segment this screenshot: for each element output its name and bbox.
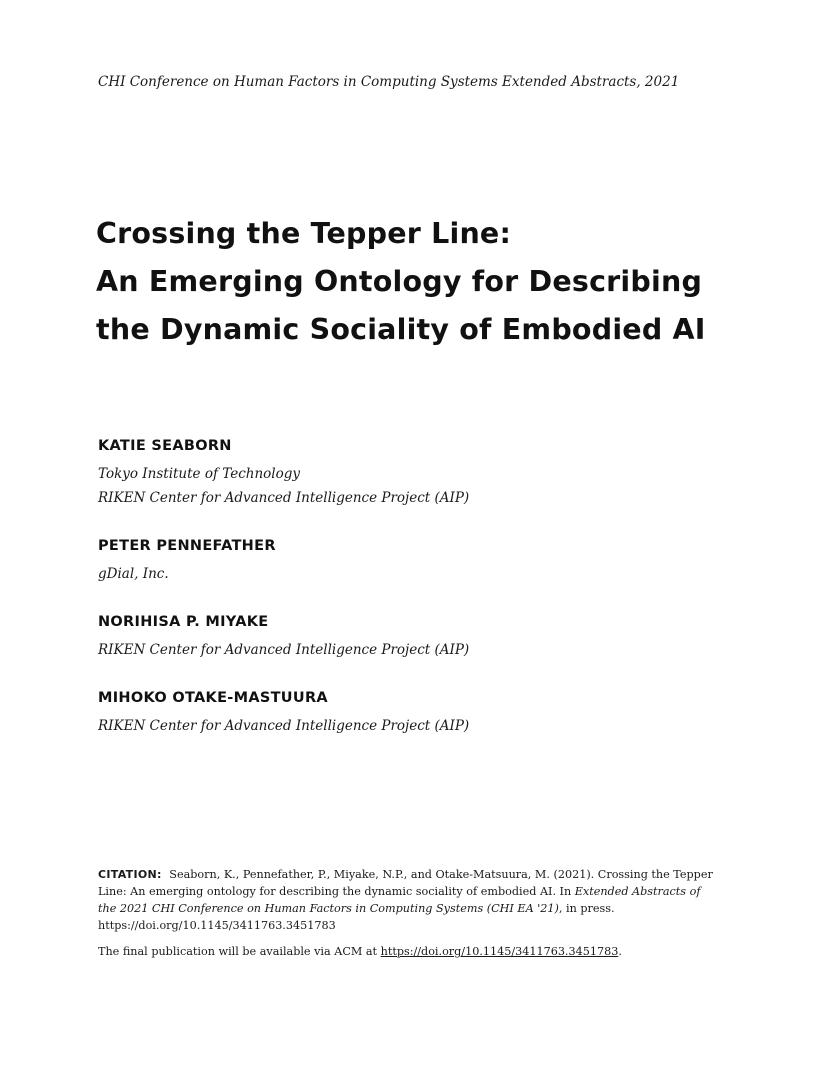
author-block-miyake [98, 612, 748, 662]
author-affiliation: RIKEN Center for Advanced Intelligence Project (AIP) [98, 490, 470, 506]
author-block-otake [98, 688, 748, 738]
author-affiliation: RIKEN Center for Advanced Intelligence Project (AIP) [98, 718, 470, 734]
final-publication-note [98, 943, 738, 960]
author-name: PETER PENNEFATHER [98, 538, 276, 554]
author-name: KATIE SEABORN [98, 438, 232, 454]
doi-link[interactable]: https://doi.org/10.1145/3411763.3451783 [380, 945, 619, 958]
title-line-2: An Emerging Ontology for Describing [96, 265, 703, 298]
author-affiliation: RIKEN Center for Advanced Intelligence Project (AIP) [98, 642, 470, 658]
title-line-1: Crossing the Tepper Line: [96, 217, 512, 250]
citation-text: Seaborn, K., Pennefather, P., Miyake, N.P., and Otake-Matsuura, M. (2021). Crossing the Tepper Line: An emerging ontology for describing the dynamic sociality of embodied AI. In [98, 868, 713, 898]
author-block-pennefather [98, 536, 748, 586]
citation-label: CITATION: [98, 868, 162, 881]
author-block-seaborn [98, 436, 748, 510]
citation-venue: Extended Abstracts of the 2021 CHI Conference on Human Factors in Computing Systems (CHI EA '21) [98, 885, 701, 915]
author-affiliation: gDial, Inc. [98, 566, 169, 582]
paper-title [96, 210, 796, 354]
final-note-text: The final publication will be available via ACM at [98, 945, 378, 958]
final-note-suffix: . [618, 945, 622, 958]
author-name: NORIHISA P. MIYAKE [98, 614, 269, 630]
title-line-3: the Dynamic Sociality of Embodied AI [96, 313, 706, 346]
venue-header: CHI Conference on Human Factors in Computing Systems Extended Abstracts, 2021 [98, 74, 680, 90]
citation-block [98, 866, 718, 934]
citation-doi: , in press. https://doi.org/10.1145/3411763.3451783 [98, 902, 615, 932]
author-name: MIHOKO OTAKE-MASTUURA [98, 690, 328, 706]
author-affiliation: Tokyo Institute of Technology [98, 466, 300, 482]
